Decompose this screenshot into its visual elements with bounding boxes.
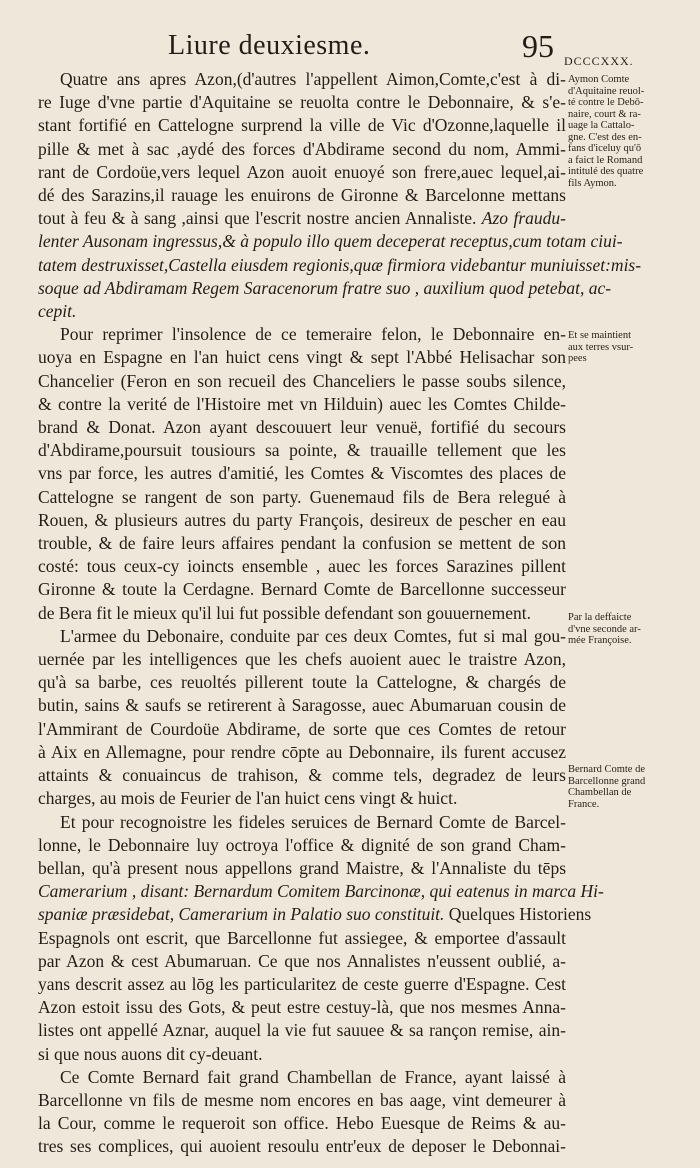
margin-note	[568, 764, 688, 810]
text-line: d'Abdirame,poursuit tousiours sa pointe, & trauaille tellement que les	[38, 440, 566, 461]
text-line: spaniæ præsidebat, Camerarium in Palatio suo constituit. Quelques Historiens	[38, 904, 592, 925]
text-line: & contre la verité de l'Histoire met vn Hilduin) auec les Comtes Childe-	[38, 393, 566, 414]
page-number: 95	[522, 28, 554, 64]
text-line: lonne, le Debonnaire luy octroya l'office & dignité de son grand Cham-	[38, 834, 566, 855]
text-line: Gironne & toute la Cerdagne. Bernard Comte de Barcellonne successeur	[38, 579, 566, 600]
text-line: cepit.	[38, 301, 77, 322]
text-line: de Bera fit le mieux qu'il lui fut possible defendant son gouuernement.	[38, 602, 532, 623]
margin-note-line: Barcellonne grand	[568, 775, 646, 787]
text-line: bellan, qu'à present nous appellons grand Maistre, & l'Annaliste du tēps	[38, 857, 566, 878]
text-line: trouble, & de faire leurs affaires pendant la confusion se mettent de son	[38, 533, 566, 554]
margin-note-line: gne. C'est des en-	[568, 131, 642, 143]
running-title: Liure deuxiesme.	[168, 30, 371, 61]
text-line: Camerarium , disant: Bernardum Comitem Barcinonæ, qui eatenus in marca Hi-	[38, 881, 604, 902]
text-line: Chancelier (Feron en son recueil des Chanceliers le passe soubs silence,	[38, 370, 566, 391]
text-line: Pour reprimer l'insolence de ce temeraire felon, le Debonnaire en-	[60, 324, 566, 345]
margin-note-line: pees	[568, 353, 587, 364]
margin-note-line: a faict le Romand	[568, 154, 643, 166]
margin-note	[568, 612, 688, 647]
margin-note-line: mée Françoise.	[568, 635, 632, 646]
folio-signature: DCCCXXX.	[564, 54, 634, 68]
text-line: rant de Cordoüe,vers lequel Azon auoit enuoyé son frere,auec lequel,ai-	[38, 161, 566, 182]
text-line: brand & Donat. Azon ayant descouuert leur venuë, fortifié du secours	[38, 417, 566, 438]
text-line: qu'à sa barbe, ces reuoltés pillerent toute la Cattelogne, & chargés de	[38, 672, 566, 693]
text-line: butin, sains & saufs se retirerent à Saragosse, auec Abumaruan cousin de	[38, 695, 566, 716]
margin-note-line: d'vne seconde ar-	[568, 623, 641, 635]
text-line: Cattelogne se rangent de son party. Guenemaud fils de Bera relegué à	[38, 486, 566, 507]
text-line: la Cour, comme le requeroit son office. Hebo Euesque de Reims & au-	[38, 1113, 566, 1134]
margin-note-line: aux terres vsur-	[568, 341, 634, 353]
text-line: attaints & conuaincus de trahison, & comme tels, degradez de leurs	[38, 765, 566, 786]
margin-note-line: d'Aquitaine reuol-	[568, 85, 645, 97]
text-line: yans descrit assez au lōg les particularitez de ceste guerre d'Espagne. Cest	[38, 973, 566, 994]
text-line: tout à feu & à sang ,ainsi que l'escrit nostre ancien Annaliste. Azo fraudu-	[38, 208, 567, 229]
text-line: Barcellonne vn fils de mesme nom encores en bas aage, vint demeurer à	[38, 1089, 566, 1110]
text-line: re Iuge d'vne partie d'Aquitaine se reuolta contre le Debonnaire, & s'e-	[38, 92, 566, 113]
margin-note-line: France.	[568, 798, 600, 810]
margin-note-line: Chambellan de	[568, 787, 632, 798]
margin-note	[568, 74, 688, 189]
text-line: lenter Ausonam ingressus,& à populo illo quem deceperat receptus,cum totam ciui-	[38, 231, 623, 252]
text-line: soque ad Abdiramam Regem Saracenorum fratre suo , auxilium quod petebat, ac-	[38, 277, 612, 298]
text-line: L'armee du Debonaire, conduite par ces deux Comtes, fut si mal gou-	[60, 625, 566, 646]
margin-note-line: Par la deffaicte	[568, 612, 632, 623]
text-line: Et pour recognoistre les fideles seruices de Bernard Comte de Barcel-	[60, 811, 566, 832]
margin-note-line: Bernard Comte de	[568, 764, 645, 775]
text-line: dé des Sarazins,il rauage les enuirons de Gironne & Barcelonne mettans	[38, 185, 566, 206]
margin-note-line: fils Aymon.	[568, 177, 617, 189]
margin-note-line: naire, court & ra-	[568, 108, 641, 120]
text-line: Azon estoit issu des Gots, & peut estre cestuy-là, que nos mesmes Anna-	[38, 997, 566, 1018]
text-line: tres ses complices, qui auoient resoulu entr'eux de deposer le Debonnai-	[38, 1136, 566, 1157]
text-line: uernée par les intelligences que les chefs auoient auec le traistre Azon,	[38, 649, 566, 670]
text-line: Quatre ans apres Azon,(d'autres l'appellent Aimon,Comte,c'est à di-	[60, 69, 566, 89]
text-line: l'Ammirant de Courdoüe Abdirame, de sorte que ces Comtes de retour	[38, 718, 566, 739]
page-header	[0, 30, 700, 70]
text-line: Ce Comte Bernard fait grand Chambellan de France, ayant laissé à	[60, 1066, 566, 1087]
text-line: Espagnols ont escrit, que Barcellonne fut assiegee, & emportee d'assault	[38, 927, 566, 948]
margin-note-line: Aymon Comte	[568, 74, 630, 85]
text-line: si que nous auons dit cy-deuant.	[38, 1043, 263, 1064]
text-line: costé: tous ceux-cy ioincts ensemble , auec les forces Sarazines pillent	[38, 556, 566, 577]
margin-note-line: té contre le Debō-	[568, 97, 644, 108]
text-line: stant fortifié en Cattelogne surprend la ville de Vic d'Ozonne,laquelle il	[38, 115, 566, 136]
text-line: listes ont appellé Aznar, auquel la vie fut sauuee & sa rançon remise, ain-	[38, 1020, 566, 1041]
text-line: uoya en Espagne en l'an huict cens vingt & sept l'Abbé Helisachar son	[38, 347, 566, 368]
text-line: charges, au mois de Feurier de l'an huict cens vingt & huict.	[38, 788, 458, 809]
margin-note-line: fans d'iceluy qu'ō	[568, 143, 642, 154]
text-line: pille & met à sac ,aydé des forces d'Abdirame second du nom, Ammi-	[38, 138, 566, 159]
margin-note	[568, 330, 688, 365]
text-line: vns par force, les autres d'amitié, les Comtes & Viscomtes des places de	[38, 463, 566, 484]
text-line: tatem destruxisset,Castella eiusdem regionis,quæ firmiora videbantur muniuisset:mis-	[38, 254, 642, 275]
margin-note-line: intitulé des quatre	[568, 166, 644, 177]
margin-note-line: Et se maintient	[568, 330, 631, 341]
margin-note-line: uage la Cattalo-	[568, 120, 635, 131]
text-line: par Azon & cest Abumaruan. Ce que nos Annalistes n'eussent oublié, a-	[38, 950, 566, 971]
text-line: Rouen, & plusieurs autres du party François, desireux de pescher en eau	[38, 509, 566, 530]
text-line: à Aix en Allemagne, pour rendre cōpte au Debonnaire, ils furent accusez	[38, 741, 566, 762]
